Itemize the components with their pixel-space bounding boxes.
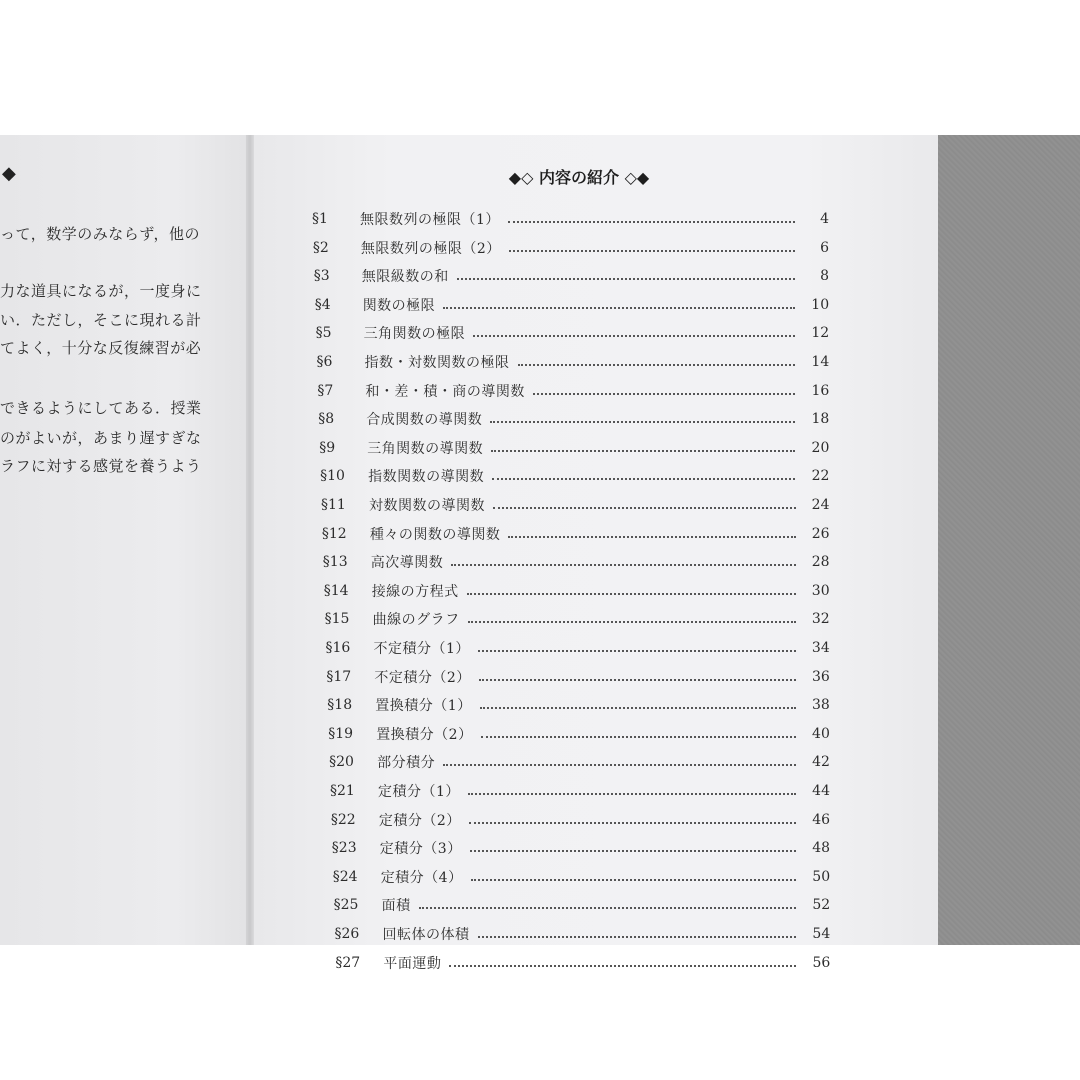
toc-section-title: 面積 <box>381 898 411 915</box>
toc-section-title: 指数関数の導関数 <box>368 469 485 486</box>
toc-row <box>334 893 831 917</box>
toc-row <box>323 550 830 574</box>
left-page-line: い．ただし，そこに現れる計 <box>0 311 202 329</box>
toc-row <box>317 350 830 374</box>
toc-section-title: 接線の方程式 <box>371 583 459 600</box>
toc-leader-dots <box>473 335 795 337</box>
toc-page-number: 48 <box>812 840 831 857</box>
toc-row <box>325 607 830 631</box>
toc-section-number: §11 <box>321 497 346 513</box>
toc-section-number: §27 <box>335 954 361 971</box>
toc-page-number: 30 <box>811 582 830 599</box>
toc-section-number: §4 <box>314 296 331 313</box>
toc-section-title: 部分積分 <box>377 755 436 772</box>
toc-leader-dots <box>481 736 796 738</box>
toc-row <box>326 665 829 689</box>
background-surface <box>938 135 1080 945</box>
toc-row <box>331 808 830 832</box>
toc-row <box>326 636 830 660</box>
toc-section-number: §7 <box>317 382 334 399</box>
toc-section-title: 定積分（1） <box>378 784 460 800</box>
toc-page-number: 4 <box>820 211 829 227</box>
toc-section-number: §2 <box>312 239 329 256</box>
toc-leader-dots <box>449 965 796 967</box>
toc-section-number: §25 <box>333 897 359 914</box>
toc-page-number: 36 <box>811 668 830 685</box>
toc-section-title: 無限数列の極限（2） <box>360 240 501 257</box>
toc-section-number: §9 <box>319 439 336 456</box>
toc-page-number: 10 <box>811 296 830 313</box>
toc-leader-dots <box>478 936 797 938</box>
toc-leader-dots <box>480 707 796 709</box>
toc-title: 内容の紹介 <box>538 168 619 187</box>
toc-page-number: 6 <box>820 239 830 256</box>
toc-section-title: 三角関数の極限 <box>363 326 466 343</box>
toc-section-number: §22 <box>330 811 356 828</box>
toc-section-title: 曲線のグラフ <box>372 612 460 629</box>
toc-leader-dots <box>457 278 795 280</box>
toc-section-number: §19 <box>328 725 354 742</box>
toc-leader-dots <box>443 764 796 766</box>
toc-row <box>335 922 831 946</box>
toc-row <box>316 321 830 345</box>
toc-row <box>324 579 830 603</box>
toc-row <box>333 865 830 889</box>
toc-section-title: 平面運動 <box>383 955 442 972</box>
toc-section-number: §5 <box>315 325 332 342</box>
toc-section-number: §24 <box>332 868 358 885</box>
toc-row <box>315 293 829 317</box>
toc-leader-dots <box>467 593 796 595</box>
toc-section-number: §12 <box>321 525 347 542</box>
toc-section-number: §3 <box>313 268 330 285</box>
toc-section-number: §6 <box>316 354 333 370</box>
toc-section-number: §21 <box>330 783 355 799</box>
toc-page-number: 38 <box>812 697 830 714</box>
toc-leader-dots <box>491 450 795 452</box>
toc-page-number: 24 <box>811 497 830 513</box>
toc-page-number: 22 <box>811 468 830 485</box>
toc-section-title: 不定積分（1） <box>373 641 470 657</box>
toc-row <box>330 779 830 803</box>
left-page-line: のがよいが，あまり遅すぎな <box>0 429 202 447</box>
left-page-line: って，数学のみならず，他の <box>0 225 201 243</box>
toc-section-title: 定積分（3） <box>379 841 462 858</box>
toc-row <box>322 522 830 546</box>
left-page-line: できるようにしてある．授業 <box>0 399 202 417</box>
book-gutter <box>246 135 254 945</box>
toc-page-number: 52 <box>812 897 831 914</box>
toc-leader-dots <box>468 621 796 623</box>
toc-section-title: 三角関数の導関数 <box>367 440 484 457</box>
right-page <box>254 135 938 972</box>
left-page <box>0 135 250 945</box>
toc-row <box>329 750 830 774</box>
toc-section-number: §16 <box>325 640 351 656</box>
toc-section-number: §17 <box>326 668 352 685</box>
toc-section-title: 指数・対数関数の極限 <box>364 355 510 371</box>
toc-section-title: 無限級数の和 <box>361 269 449 286</box>
toc-leader-dots <box>419 907 797 909</box>
toc-leader-dots <box>470 850 796 852</box>
toc-page-number: 46 <box>812 811 831 828</box>
toc-row <box>332 836 830 860</box>
toc-section-title: 関数の極限 <box>362 297 436 314</box>
toc-page-number: 26 <box>811 525 830 542</box>
toc-leader-dots <box>493 507 796 509</box>
toc-row <box>312 207 829 231</box>
toc-row <box>328 722 830 746</box>
toc-section-title: 置換積分（2） <box>376 726 473 743</box>
toc-row <box>318 407 829 431</box>
toc-section-number: §8 <box>318 411 335 428</box>
toc-page-number: 12 <box>811 325 830 342</box>
toc-leader-dots <box>479 679 796 681</box>
toc-page-number: 42 <box>812 754 830 771</box>
toc-section-title: 定積分（4） <box>380 869 463 886</box>
toc-section-title: 高次導関数 <box>370 555 444 572</box>
toc-leader-dots <box>469 822 796 824</box>
toc-page-number: 18 <box>811 411 830 428</box>
toc-leader-dots <box>518 364 796 366</box>
toc-page-number: 54 <box>812 926 831 942</box>
toc-page-number: 40 <box>812 725 830 742</box>
toc-row <box>313 236 829 260</box>
toc-section-number: §14 <box>323 582 349 599</box>
toc-section-number: §1 <box>312 211 328 227</box>
toc-leader-dots <box>490 421 795 423</box>
toc-page-number: 16 <box>811 382 830 399</box>
toc-section-title: 不定積分（2） <box>374 669 471 686</box>
toc-section-title: 回転体の体積 <box>382 927 470 943</box>
toc-leader-dots <box>533 393 795 395</box>
toc-section-title: 無限数列の極限（1） <box>360 212 500 228</box>
toc-page-number: 28 <box>811 554 830 571</box>
toc-section-number: §20 <box>329 754 354 771</box>
toc-leader-dots <box>443 307 795 309</box>
toc-section-number: §23 <box>331 840 357 857</box>
toc-section-title: 和・差・積・商の導関数 <box>365 383 525 400</box>
toc-leader-dots <box>508 221 795 223</box>
book-photo <box>0 135 1080 972</box>
toc-page-number: 14 <box>811 354 830 370</box>
left-page-line: ラフに対する感覚を養うよう <box>0 457 202 475</box>
toc-section-title: 合成関数の導関数 <box>366 412 483 429</box>
toc-leader-dots <box>478 650 796 652</box>
toc-page-number: 8 <box>820 268 830 285</box>
toc-section-title: 置換積分（1） <box>375 698 472 715</box>
toc-page-number: 44 <box>812 783 830 799</box>
toc-section-title: 種々の関数の導関数 <box>369 526 501 543</box>
diamond-ornament-icon: ◇◆ <box>624 168 650 187</box>
toc-leader-dots <box>509 250 795 252</box>
toc-row <box>321 493 830 517</box>
toc-section-number: §18 <box>327 697 353 714</box>
toc-heading <box>479 165 679 188</box>
toc-row <box>327 693 830 717</box>
toc-section-title: 定積分（2） <box>378 812 461 829</box>
toc-page-number: 34 <box>811 640 830 656</box>
toc-section-number: §26 <box>334 926 360 942</box>
toc-section-title: 対数関数の導関数 <box>369 498 485 514</box>
toc-leader-dots <box>451 564 795 566</box>
left-page-line: 力な道具になるが，一度身に <box>0 282 202 300</box>
toc-section-number: §15 <box>324 611 350 628</box>
toc-leader-dots <box>508 536 795 538</box>
toc-page-number: 32 <box>811 611 830 628</box>
diamond-ornament-icon: ◆◇ <box>508 168 534 187</box>
toc-section-number: §10 <box>320 468 345 485</box>
toc-page-number: 50 <box>812 868 831 885</box>
toc-leader-dots <box>492 478 795 480</box>
toc-leader-dots <box>468 793 796 795</box>
toc-leader-dots <box>471 879 797 881</box>
toc-row <box>319 436 829 460</box>
toc-row <box>320 464 829 488</box>
toc-page-number: 20 <box>811 439 830 456</box>
toc-row <box>314 264 829 288</box>
left-page-line: てよく，十分な反復練習が必 <box>0 339 202 357</box>
toc-row <box>317 379 829 403</box>
toc-section-number: §13 <box>322 554 348 571</box>
toc-page-number: 56 <box>812 954 831 971</box>
toc-row <box>335 951 830 975</box>
left-page-diamond: ◆ <box>2 163 16 184</box>
